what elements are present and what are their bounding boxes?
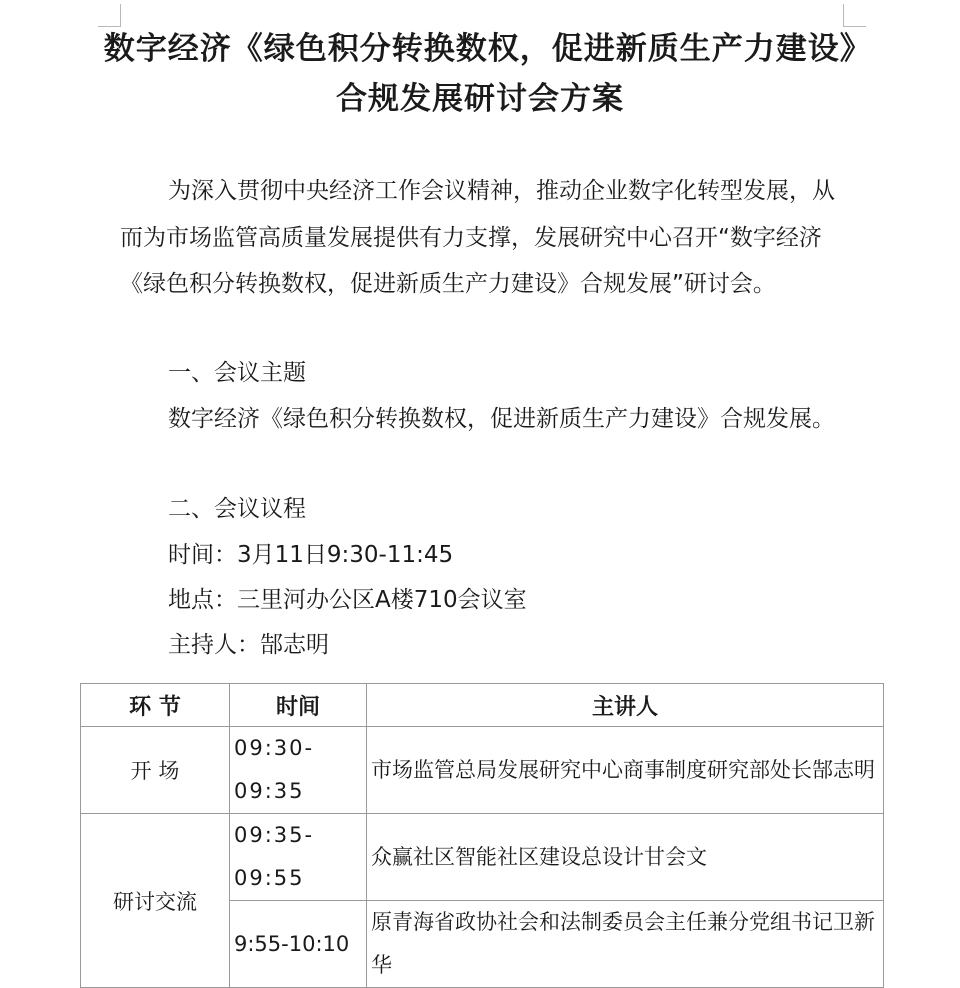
- header-section: 环 节: [81, 684, 230, 727]
- row-time: 9:55-10:10: [230, 901, 367, 988]
- row-time: 09:30-09:35: [230, 727, 367, 814]
- table-header-row: [81, 684, 884, 727]
- row-speaker: 众赢社区智能社区建设总设计甘会文: [367, 814, 884, 901]
- header-time: 时间: [230, 684, 367, 727]
- meeting-place: 地点：三里河办公区A楼710会议室: [168, 587, 527, 613]
- row-section: 研讨交流: [81, 814, 230, 988]
- section-heading-agenda: 二、会议议程: [168, 496, 306, 522]
- meeting-host: 主持人：郜志明: [168, 632, 329, 658]
- row-time: 09:35-09:55: [230, 814, 367, 901]
- document-title: 数字经济《绿色积分转换数权，促进新质生产力建设》合规发展研讨会方案: [103, 31, 857, 117]
- table-row: [81, 727, 884, 814]
- table-row: [81, 814, 884, 901]
- meeting-time: 时间：3月11日9:30-11:45: [168, 542, 454, 568]
- row-speaker: 原青海省政协社会和法制委员会主任兼分党组书记卫新华: [367, 901, 884, 988]
- agenda-table: [80, 683, 884, 988]
- theme-body: 数字经济《绿色积分转换数权，促进新质生产力建设》合规发展。: [168, 406, 835, 432]
- header-speaker: 主讲人: [367, 684, 884, 727]
- section-heading-theme: 一、会议主题: [168, 360, 306, 386]
- intro-paragraph: 为深入贯彻中央经济工作会议精神，推动企业数字化转型发展，从而为市场监管高质量发展提供有力支撑，发展研究中心召开“数字经济《绿色积分转换数权，促进新质生产力建设》合规发展”研讨会。: [120, 178, 835, 297]
- row-speaker: 市场监管总局发展研究中心商事制度研究部处长郜志明: [367, 727, 884, 814]
- row-section: 开 场: [81, 727, 230, 814]
